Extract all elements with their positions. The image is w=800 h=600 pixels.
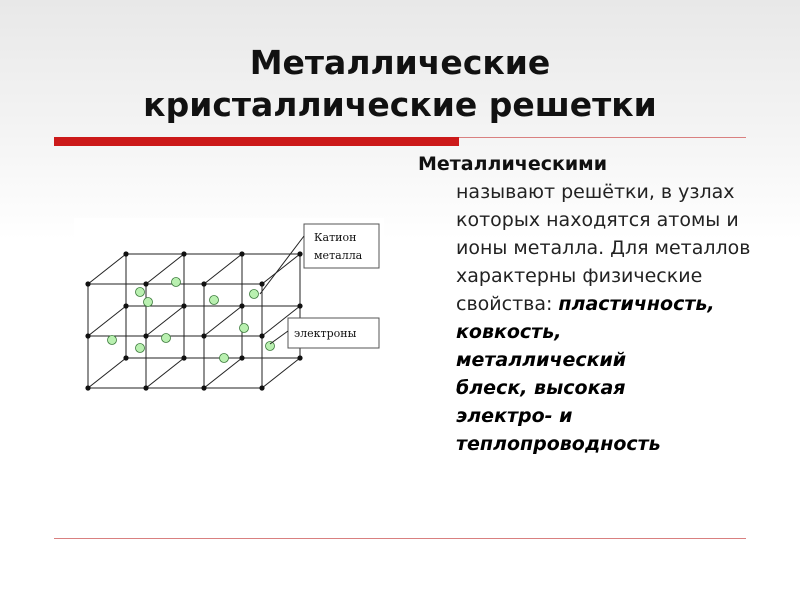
lattice-nodes	[85, 251, 302, 390]
electron	[266, 342, 275, 351]
metal-cation-node	[297, 303, 302, 308]
metal-cation-node	[259, 385, 264, 390]
electron	[144, 298, 153, 307]
title-line-1: Металлические	[249, 43, 551, 82]
label-electrons: электроны	[294, 327, 357, 340]
metal-cation-node	[85, 333, 90, 338]
electron	[220, 354, 229, 363]
slide-title	[40, 42, 760, 126]
metal-cation-node	[201, 281, 206, 286]
metal-cation-node	[123, 355, 128, 360]
electron	[136, 344, 145, 353]
electrons-label-box	[288, 318, 379, 348]
lattice-edge	[262, 358, 300, 388]
title-accent-bar	[54, 137, 459, 146]
description-body-text: называют решётки, в узлах которых находятся атомы и ионы металла. Для металлов характерны физические свойства:	[456, 181, 751, 315]
property-line: электро- и	[456, 405, 573, 427]
lattice-lines	[88, 254, 300, 388]
metal-cation-node	[181, 251, 186, 256]
property-line: ковкость,	[456, 321, 562, 343]
label-cation-line2: металла	[314, 249, 363, 262]
metal-cation-node	[201, 333, 206, 338]
property-line: теплопроводность	[456, 433, 661, 455]
metal-cation-node	[201, 385, 206, 390]
electron	[240, 324, 249, 333]
metal-cation-node	[181, 303, 186, 308]
metal-cation-node	[259, 333, 264, 338]
electron-group	[108, 278, 275, 363]
lattice-edge	[262, 254, 300, 284]
metal-cation-node	[123, 303, 128, 308]
electron	[108, 336, 117, 345]
lattice-edge	[88, 254, 126, 284]
property-line: пластичность,	[558, 293, 715, 315]
metal-cation-node	[85, 385, 90, 390]
metal-cation-node	[259, 281, 264, 286]
description-lead: Металлическими	[418, 153, 608, 175]
lattice-edge	[204, 254, 242, 284]
property-line: блеск, высокая	[456, 377, 626, 399]
description-body	[418, 178, 753, 458]
metal-cation-node	[181, 355, 186, 360]
metal-cation-node	[143, 333, 148, 338]
electron	[172, 278, 181, 287]
lattice-edge	[146, 306, 184, 336]
electron	[136, 288, 145, 297]
metal-cation-node	[143, 281, 148, 286]
metal-cation-node	[85, 281, 90, 286]
metal-cation-node	[239, 251, 244, 256]
metal-cation-node	[297, 355, 302, 360]
bottom-rule-line	[54, 538, 746, 539]
lattice-edge	[204, 306, 242, 336]
lattice-edge	[146, 358, 184, 388]
metal-cation-node	[297, 251, 302, 256]
property-line: металлический	[456, 349, 627, 371]
cation-pointer-line	[260, 236, 304, 294]
metal-cation-node	[239, 303, 244, 308]
electron	[162, 334, 171, 343]
lattice-edge	[88, 358, 126, 388]
metal-cation-node	[123, 251, 128, 256]
electron	[210, 296, 219, 305]
electrons-pointer-line	[270, 331, 288, 344]
crystal-lattice-figure	[74, 218, 384, 398]
cation-label-box	[304, 224, 379, 268]
metal-cation-node	[239, 355, 244, 360]
lattice-edge	[88, 306, 126, 336]
metal-cation-node	[143, 385, 148, 390]
electron	[250, 290, 259, 299]
title-line-2: кристаллические решетки	[143, 85, 657, 124]
properties-list	[456, 293, 715, 455]
lattice-diagram	[74, 218, 384, 398]
description-text	[418, 150, 753, 458]
label-cation-line1: Катион	[314, 231, 357, 244]
